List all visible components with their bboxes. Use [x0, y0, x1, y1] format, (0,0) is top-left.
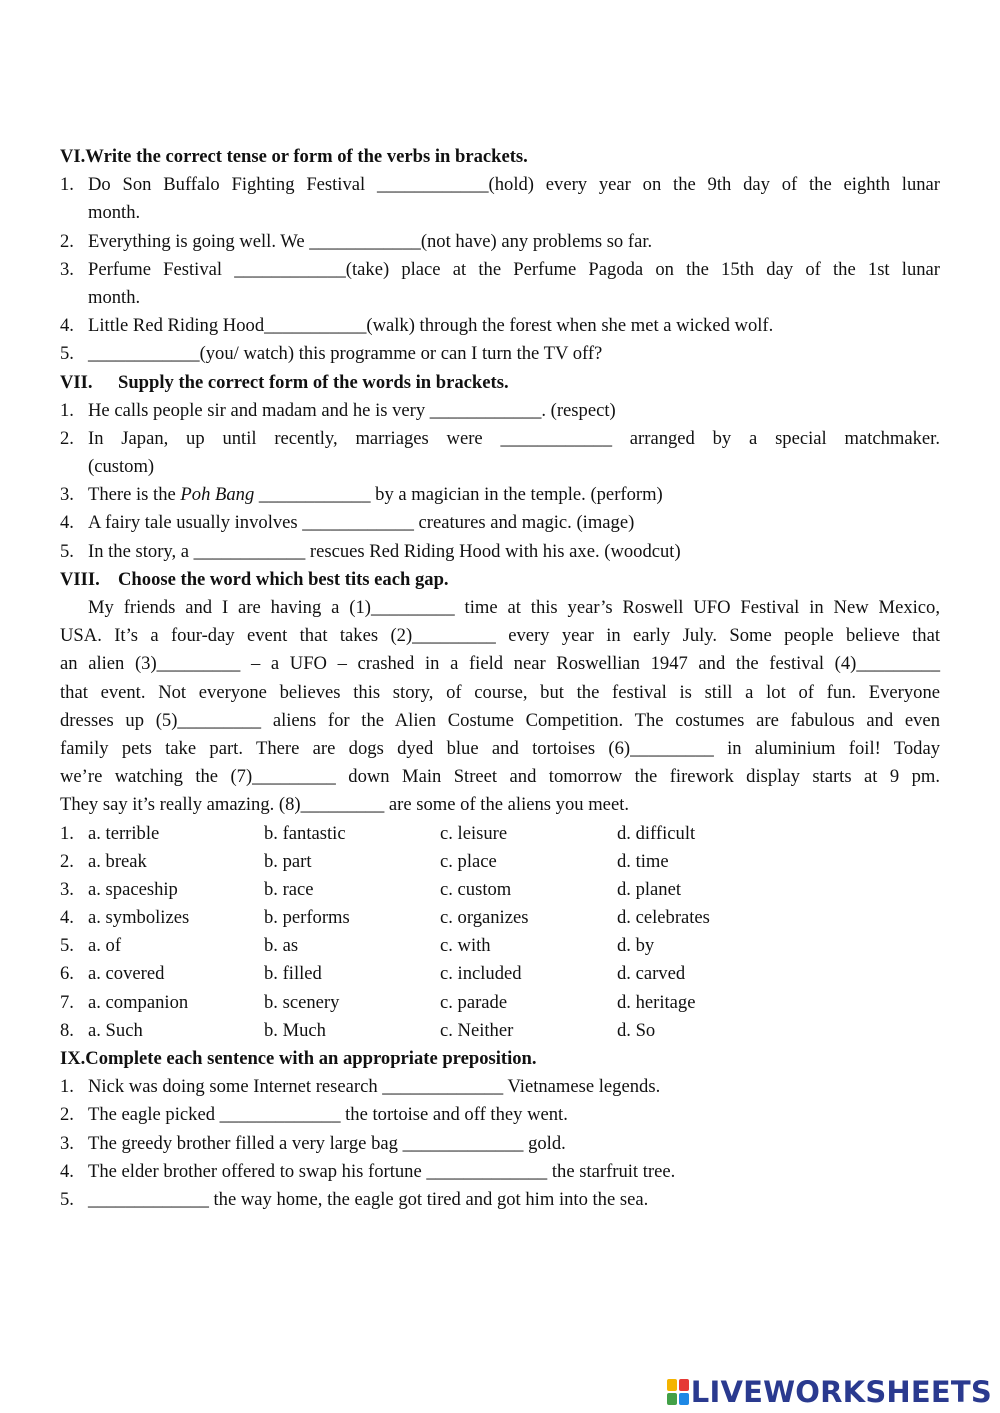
s7-item-2: 2. In Japan, up until recently, marriages were ____________ arranged by a special matchmaker. [60, 427, 940, 449]
s6-item-3-cont: month. [88, 286, 141, 308]
option-a[interactable]: a. Such [88, 1019, 143, 1041]
option-c[interactable]: c. included [440, 963, 522, 985]
s8-options-row-5: 5. a. of b. as c. with d. by [60, 932, 940, 960]
option-a[interactable]: a. terrible [88, 822, 160, 844]
s6-item-1: 1. Do Son Buffalo Fighting Festival ____________(hold) every year on the 9th day of the eighth lunar [60, 174, 940, 196]
option-c[interactable]: c. Neither [440, 1019, 514, 1041]
option-c[interactable]: c. organizes [440, 907, 529, 929]
s8-passage-line-4: that event. Not everyone believes this story, of course, but the festival is still a lot of fun. Everyone [60, 681, 940, 703]
option-b[interactable]: b. race [264, 878, 314, 900]
s8-passage-line-3: an alien (3)_________ – a UFO – crashed in a field near Roswellian 1947 and the festival (4)_________ [60, 653, 940, 675]
option-b[interactable]: b. filled [264, 963, 322, 985]
s9-item-4: 4. The elder brother offered to swap his fortune _____________ the starfruit tree. [60, 1160, 676, 1182]
option-d[interactable]: d. difficult [617, 822, 696, 844]
option-c[interactable]: c. custom [440, 878, 512, 900]
liveworksheets-logo[interactable] [667, 1375, 992, 1409]
section-7-heading: VII. Supply the correct form of the words in brackets. [60, 371, 509, 393]
option-d[interactable]: d. carved [617, 963, 686, 985]
option-a[interactable]: a. break [88, 850, 147, 872]
option-d[interactable]: d. time [617, 850, 669, 872]
brand-name: LIVEWORKSHEETS [690, 1375, 992, 1409]
option-c[interactable]: c. place [440, 850, 497, 872]
s8-passage-line-1: My friends and I are having a (1)_________ time at this year’s Roswell UFO Festival in New Mexico, [88, 597, 940, 618]
s9-item-1: 1. Nick was doing some Internet research _____________ Vietnamese legends. [60, 1076, 661, 1098]
option-b[interactable]: b. as [264, 935, 299, 957]
option-a[interactable]: a. covered [88, 963, 165, 985]
s7-item-3: 3. There is the Poh Bang ____________ by a magician in the temple. (perform) [60, 484, 663, 506]
liveworksheets-logo-icon [667, 1379, 689, 1405]
s7-item-1: 1. He calls people sir and madam and he is very ____________. (respect) [60, 399, 616, 421]
s8-options-row-4: 4. a. symbolizes b. performs c. organizes d. celebrates [60, 904, 940, 932]
s6-item-1-cont: month. [88, 202, 141, 224]
section-9-heading: IX.Complete each sentence with an appropriate preposition. [60, 1048, 537, 1069]
option-d[interactable]: d. planet [617, 878, 682, 900]
s8-options-row-7: 7. a. companion b. scenery c. parade d. heritage [60, 989, 940, 1017]
option-d[interactable]: d. heritage [617, 991, 696, 1013]
option-b[interactable]: b. fantastic [264, 822, 346, 844]
option-a[interactable]: a. companion [88, 991, 189, 1013]
s8-passage-line-7: we’re watching the (7)_________ down Main Street and tomorrow the firework display starts at 9 pm. [60, 766, 940, 788]
option-a[interactable]: a. symbolizes [88, 907, 190, 929]
s7-item-4: 4. A fairy tale usually involves ____________ creatures and magic. (image) [60, 512, 635, 534]
s9-item-3: 3. The greedy brother filled a very large bag _____________ gold. [60, 1132, 566, 1154]
option-b[interactable]: b. scenery [264, 991, 340, 1013]
s9-item-2: 2. The eagle picked _____________ the tortoise and off they went. [60, 1104, 568, 1126]
option-b[interactable]: b. part [264, 850, 312, 872]
option-b[interactable]: b. Much [264, 1019, 326, 1041]
s8-passage-line-2: USA. It’s a four-day event that takes (2)_________ every year in early July. Some people believe that [60, 625, 940, 647]
option-a[interactable]: a. of [88, 935, 122, 957]
s7-item-2-cont: (custom) [88, 456, 155, 478]
s8-options-row-8: 8. a. Such b. Much c. Neither d. So [60, 1017, 940, 1045]
s6-item-3: 3. Perfume Festival ____________(take) place at the Perfume Pagoda on the 15th day of the 1st lunar [60, 258, 940, 280]
s8-options-row-6: 6. a. covered b. filled c. included d. carved [60, 960, 940, 988]
option-d[interactable]: d. celebrates [617, 907, 710, 929]
option-b[interactable]: b. performs [264, 907, 350, 929]
option-d[interactable]: d. by [617, 935, 655, 957]
s8-passage-line-8: They say it’s really amazing. (8)_________ are some of the aliens you meet. [60, 794, 630, 816]
option-d[interactable]: d. So [617, 1019, 656, 1041]
s6-item-4: 4. Little Red Riding Hood___________(walk) through the forest when she met a wicked wolf. [60, 315, 774, 337]
s6-item-5: 5. ____________(you/ watch) this programme or can I turn the TV off? [60, 343, 603, 365]
option-c[interactable]: c. parade [440, 991, 508, 1013]
section-8-heading: VIII. Choose the word which best tits each gap. [60, 568, 449, 590]
s8-options-row-1: 1. a. terrible b. fantastic c. leisure d. difficult [60, 820, 940, 848]
s8-passage-line-6: family pets take part. There are dogs dyed blue and tortoises (6)_________ in aluminium foil! Today [60, 737, 940, 759]
s8-options-row-2: 2. a. break b. part c. place d. time [60, 848, 940, 876]
s8-passage-line-5: dresses up (5)_________ aliens for the Alien Costume Competition. The costumes are fabulous and even [60, 709, 940, 731]
option-c[interactable]: c. with [440, 935, 491, 957]
s8-options-row-3: 3. a. spaceship b. race c. custom d. planet [60, 876, 940, 904]
option-a[interactable]: a. spaceship [88, 878, 178, 900]
worksheet-page [60, 143, 940, 1214]
s7-item-5: 5. In the story, a ____________ rescues Red Riding Hood with his axe. (woodcut) [60, 540, 681, 562]
s9-item-5: 5. _____________ the way home, the eagle got tired and got him into the sea. [60, 1188, 649, 1210]
option-c[interactable]: c. leisure [440, 822, 508, 844]
s6-item-2: 2. Everything is going well. We ____________(not have) any problems so far. [60, 230, 653, 252]
section-6-heading: VI.Write the correct tense or form of the verbs in brackets. [60, 146, 528, 167]
